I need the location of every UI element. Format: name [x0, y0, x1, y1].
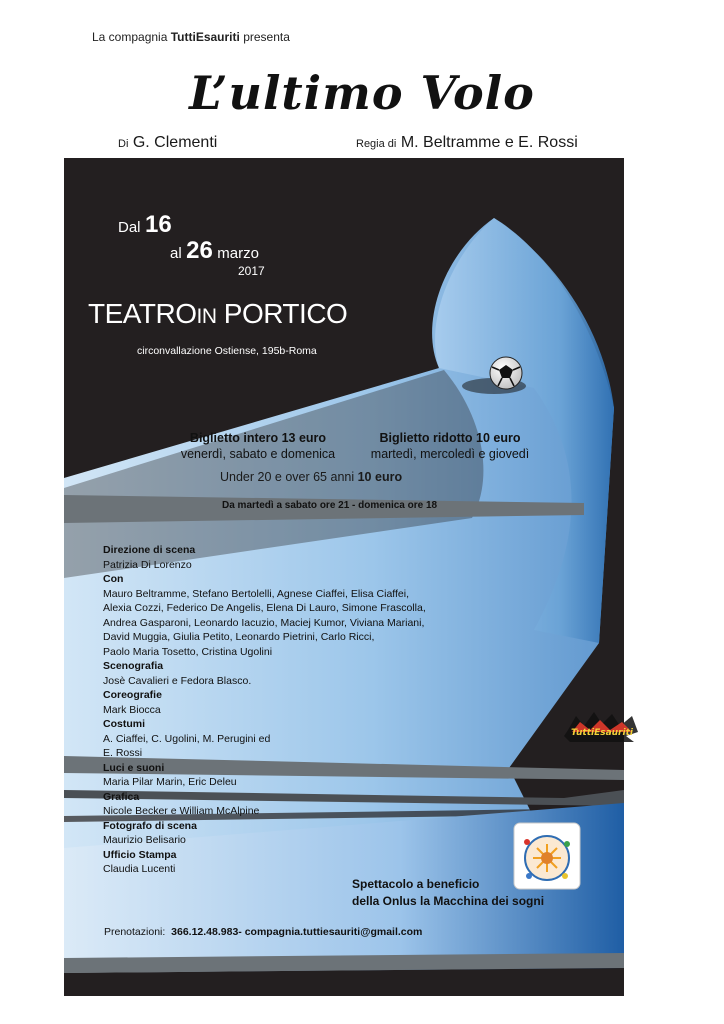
date-month: marzo — [217, 245, 259, 263]
date-end-day: 26 — [186, 237, 213, 265]
credit-line: David Muggia, Giulia Petito, Leonardo Pietrini, Carlo Ricci, — [103, 631, 375, 643]
presents-line — [92, 30, 290, 44]
credit-line: Andrea Gasparoni, Leonardo Iacuzio, Maciej Kumor, Viviana Mariani, — [103, 616, 425, 629]
author-name: G. Clementi — [132, 134, 218, 151]
venue-part-a: TEATRO — [88, 298, 197, 329]
direction-names: M. Beltramme e E. Rossi — [400, 134, 578, 151]
credit-line: Mauro Beltramme, Stefano Bertolelli, Agnese Ciaffei, Elisa Ciaffei, — [103, 587, 410, 600]
credit-line: A. Ciaffei, C. Ugolini, M. Perugini ed — [103, 732, 271, 745]
credit-heading: Ufficio Stampa — [103, 848, 177, 861]
ticket-reduced-days: martedì, mercoledì e giovedì — [370, 446, 530, 461]
credit-heading: Luci e suoni — [103, 761, 165, 774]
credit-heading: Coreografie — [103, 689, 162, 701]
company-name: TuttiEsauriti — [170, 30, 240, 44]
credit-heading: Scenografia — [103, 660, 164, 672]
credit-heading: Fotografo di scena — [103, 819, 197, 832]
credit-heading: Con — [103, 573, 124, 585]
ticket-reduced-label: Biglietto ridotto 10 euro — [379, 431, 521, 445]
credit-line: Mark Biocca — [103, 703, 161, 716]
show-hours: Da martedì a sabato ore 21 - domenica ore 18 — [222, 500, 438, 511]
ticket-under-text: Under 20 e over 65 anni — [220, 470, 355, 484]
credit-line: Josè Cavalieri e Fedora Blasco. — [103, 674, 252, 687]
date-block — [118, 212, 265, 278]
show-title: L’ultimo Volo — [189, 66, 535, 120]
credit-heading: Direzione di scena — [103, 544, 196, 556]
svg-text:TuttiEsauriti: TuttiEsauriti — [571, 728, 633, 738]
credit-heading: Grafica — [103, 790, 140, 803]
benefit-line-1: Spettacolo a beneficio — [352, 877, 480, 891]
credit-line: Alexia Cozzi, Federico De Angelis, Elena Di Lauro, Simone Frascolla, — [103, 602, 426, 614]
credit-line: Paolo Maria Tosetto, Cristina Ugolini — [103, 645, 273, 658]
venue-name — [88, 298, 347, 330]
tuttiesauriti-logo — [560, 708, 644, 748]
ticket-reduced — [360, 431, 540, 462]
venue-part-b: IN — [196, 305, 217, 328]
venue-part-c: PORTICO — [223, 298, 348, 329]
date-end — [118, 238, 265, 264]
benefit-line-2: della Onlus la Macchina dei sogni — [352, 894, 545, 908]
ticket-full-days: venerdì, sabato e domenica — [180, 446, 336, 461]
booking-label: Prenotazioni: — [104, 926, 166, 938]
date-year: 2017 — [238, 263, 265, 278]
football-icon — [490, 357, 522, 389]
date-start-day: 16 — [144, 211, 172, 238]
direction-line — [356, 134, 578, 152]
ticket-under — [220, 470, 402, 484]
presents-pre: La compagnia — [92, 30, 168, 44]
credit-line: E. Rossi — [103, 747, 143, 759]
author-prefix: Di — [118, 138, 129, 150]
presents-post: presenta — [243, 30, 290, 44]
credits-list — [103, 543, 426, 877]
booking-contact[interactable]: 366.12.48.983- compagnia.tuttiesauriti@gmail.com — [171, 926, 423, 938]
direction-prefix: Regia di — [356, 138, 397, 150]
credit-line: Maria Pilar Marin, Eric Deleu — [103, 776, 237, 788]
booking-line — [104, 926, 422, 938]
date-start — [118, 212, 265, 238]
ticket-under-price: 10 euro — [357, 470, 403, 484]
benefit-note — [352, 876, 544, 910]
credit-line: Patrizia Di Lorenzo — [103, 558, 192, 571]
credit-line: Nicole Becker e William McAlpine — [103, 805, 260, 817]
ticket-full-label: Biglietto intero 13 euro — [189, 431, 327, 445]
credit-heading: Costumi — [103, 718, 145, 730]
venue-address: circonvallazione Ostiense, 195b-Roma — [137, 345, 317, 357]
credit-line: Maurizio Belisario — [103, 834, 186, 846]
credit-line: Claudia Lucenti — [103, 863, 176, 875]
author-line — [118, 134, 217, 152]
date-al: al — [170, 245, 182, 263]
ticket-full — [168, 431, 348, 462]
date-dal: Dal — [118, 219, 141, 236]
